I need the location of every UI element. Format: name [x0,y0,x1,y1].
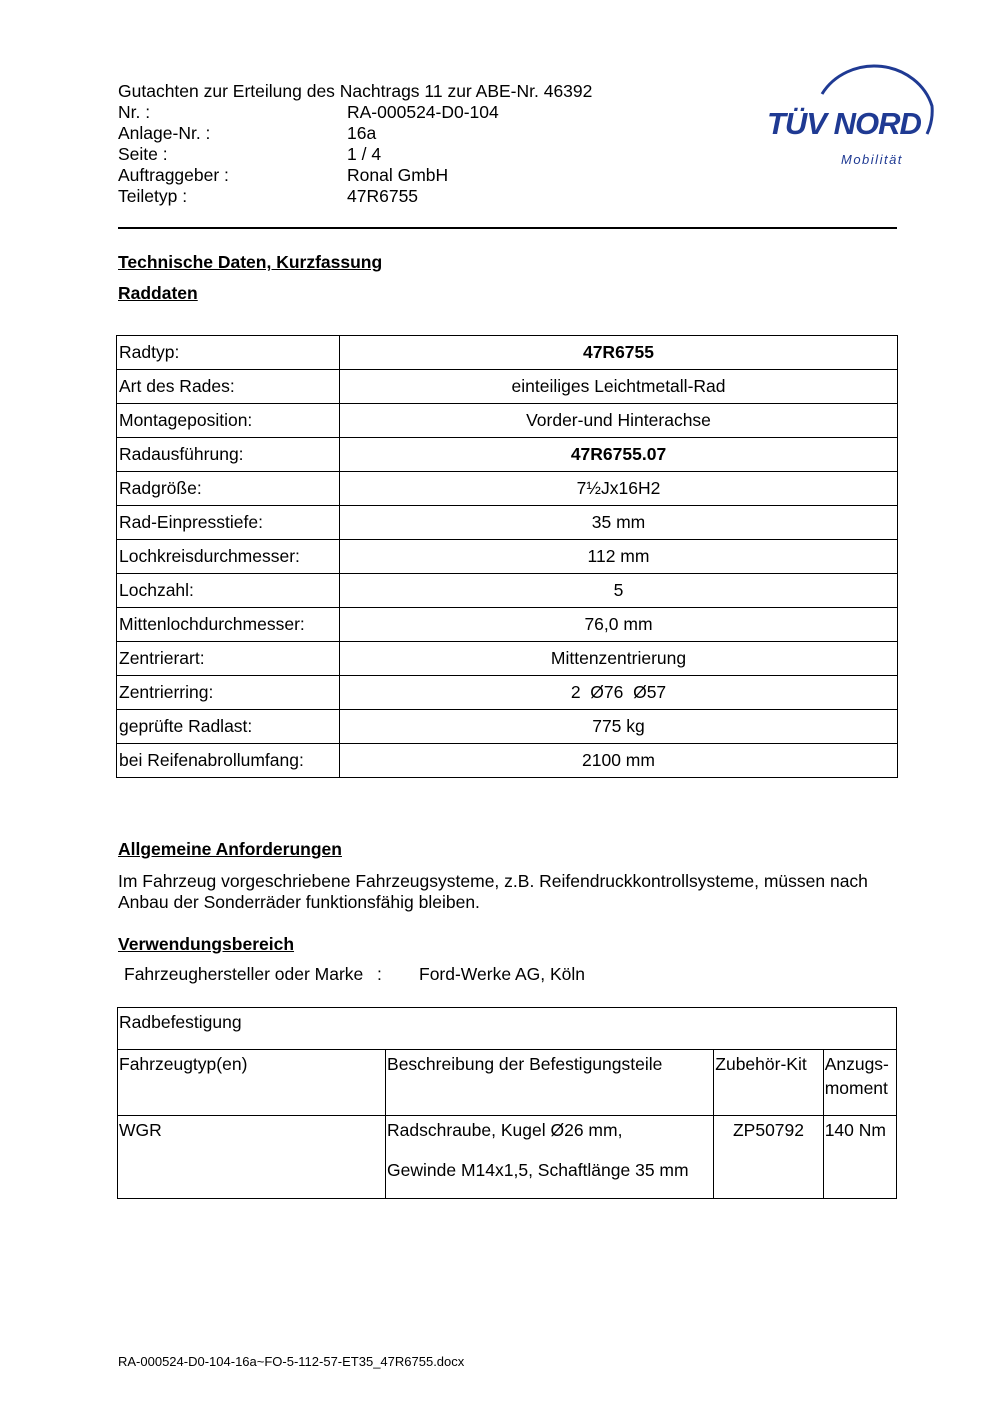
table-row [117,608,898,642]
table-row [117,676,898,710]
row-label: Rad-Einpresstiefe: [117,506,340,540]
row-value: Vorder-und Hinterachse [340,404,898,438]
row-label: Lochkreisdurchmesser: [117,540,340,574]
table-row [117,574,898,608]
field-label: Anlage-Nr. : [118,123,211,143]
row-label: bei Reifenabrollumfang: [117,744,340,778]
logo-brand-text: TÜV NORD [767,106,921,141]
row-value: 112 mm [340,540,898,574]
row-label: Zentrierart: [117,642,340,676]
row-value: 5 [340,574,898,608]
cell-moment: 140 Nm [823,1116,896,1199]
document-title: Gutachten zur Erteilung des Nachtrags 11 zur ABE-Nr. 46392 [118,81,593,101]
table-row [117,404,898,438]
heading-verwendungsbereich: Verwendungsbereich [118,934,295,954]
row-value: 2 Ø76 Ø57 [340,676,898,710]
header-field-teiletyp [118,186,592,207]
row-label: geprüfte Radlast: [117,710,340,744]
heading-allgemeine-anforderungen: Allgemeine Anforderungen [118,839,342,859]
table-title: Radbefestigung [118,1008,897,1050]
table-row [117,506,898,540]
row-value: einteiliges Leichtmetall-Rad [340,370,898,404]
row-label: Montageposition: [117,404,340,438]
table-title-row [118,1008,897,1050]
column-header: Anzugs-moment [823,1050,896,1116]
field-value: 47R6755 [347,186,419,206]
field-label: Nr. : [118,102,151,122]
row-value: 76,0 mm [340,608,898,642]
logo-sub-text: Mobilität [841,152,903,167]
cell-beschreibung [386,1116,714,1199]
row-label: Radausführung: [117,438,340,472]
vehicle-maker-line [124,964,585,985]
header-field-auftraggeber [118,165,592,186]
beschreibung-line: Radschraube, Kugel Ø26 mm, [387,1120,623,1140]
field-label: Teiletyp : [118,186,188,206]
cell-fahrzeugtyp: WGR [118,1116,386,1199]
heading-technische-daten: Technische Daten, Kurzfassung [118,252,383,272]
raddaten-table [116,335,898,778]
beschreibung-line: Gewinde M14x1,5, Schaftlänge 35 mm [387,1160,689,1180]
allgemein-paragraph: Im Fahrzeug vorgeschriebene Fahrzeugsysteme, z.B. Reifendruckkontrollsysteme, müssen nach Anbau der Sonderräder funktionsfähig bleiben. [118,871,868,912]
column-header: Fahrzeugtyp(en) [118,1050,386,1116]
field-label: Auftraggeber : [118,165,229,185]
field-value: RA-000524-D0-104 [347,102,499,122]
row-value: Mittenzentrierung [340,642,898,676]
header-divider [118,227,897,229]
table-row [117,540,898,574]
maker-value: Ford-Werke AG, Köln [419,964,585,984]
table-row [118,1116,897,1199]
footer-filename: RA-000524-D0-104-16a~FO-5-112-57-ET35_47R6755.docx [118,1354,465,1369]
header-field-nr [118,102,592,123]
row-label: Art des Rades: [117,370,340,404]
row-value: 775 kg [340,710,898,744]
row-value: 7½Jx16H2 [340,472,898,506]
table-row [117,438,898,472]
field-value: 1 / 4 [347,144,382,164]
field-value: Ronal GmbH [347,165,449,185]
column-header: Zubehör-Kit [714,1050,823,1116]
tuev-nord-logo [762,56,942,176]
table-row [117,472,898,506]
row-label: Zentrierring: [117,676,340,710]
header-field-anlage [118,123,592,144]
row-label: Mittenlochdurchmesser: [117,608,340,642]
row-label: Radtyp: [117,336,340,370]
header-field-seite [118,144,592,165]
row-value: 47R6755.07 [340,438,898,472]
cell-kit: ZP50792 [714,1116,823,1199]
table-row [117,744,898,778]
row-value: 2100 mm [340,744,898,778]
document-header [118,81,592,207]
table-row [117,642,898,676]
table-header-row [118,1050,897,1116]
heading-raddaten: Raddaten [118,283,198,303]
row-label: Lochzahl: [117,574,340,608]
column-header: Beschreibung der Befestigungsteile [386,1050,714,1116]
table-row [117,370,898,404]
maker-separator: : [377,964,382,984]
maker-label: Fahrzeughersteller oder Marke [124,964,364,984]
row-value: 47R6755 [340,336,898,370]
row-value: 35 mm [340,506,898,540]
table-row [117,710,898,744]
field-label: Seite : [118,144,168,164]
row-label: Radgröße: [117,472,340,506]
table-row [117,336,898,370]
radbefestigung-table [117,1007,897,1199]
field-value: 16a [347,123,377,143]
